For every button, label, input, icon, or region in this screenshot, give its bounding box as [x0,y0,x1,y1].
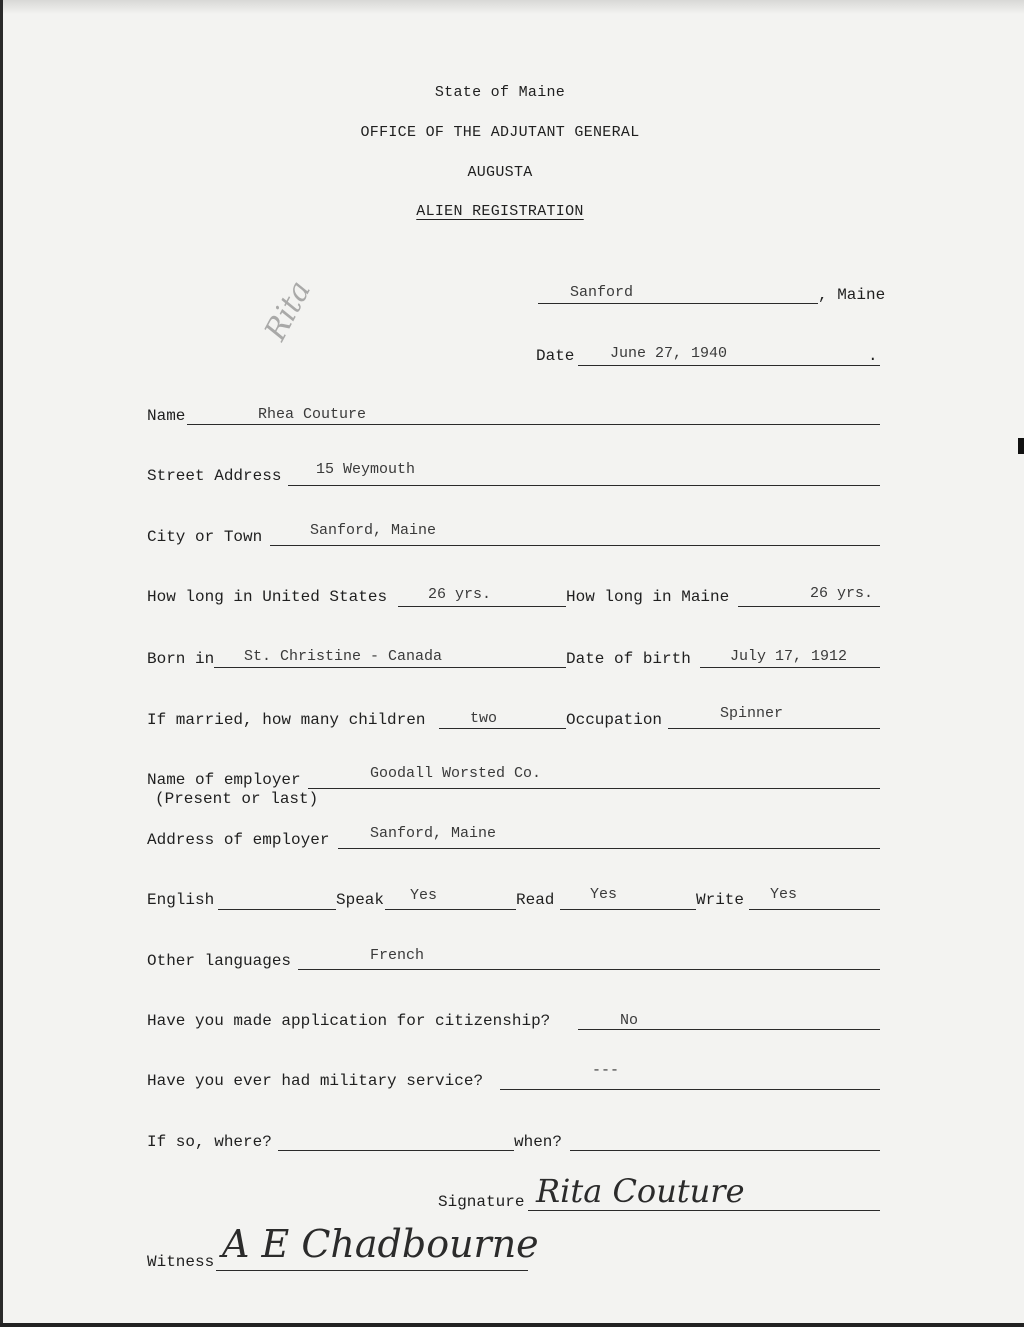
name-value: Rhea Couture [258,406,367,423]
date-value: June 27, 1940 [610,345,728,362]
children-label: If married, how many children [147,711,426,729]
children-value: two [470,710,498,727]
write-line [749,909,880,910]
town-line [538,303,818,304]
military-label: Have you ever had military service? [147,1072,484,1090]
witness-value: A E Chadbourne [222,1222,539,1266]
children-line [439,728,566,729]
employer-value: Goodall Worsted Co. [370,765,542,782]
city-value: Sanford, Maine [310,522,437,539]
citizenship-line [578,1029,880,1030]
name-label: Name [147,407,186,425]
where-line [278,1150,514,1151]
signature-value: Rita Couture [536,1172,745,1210]
street-line [288,485,880,486]
signature-label: Signature [438,1193,525,1211]
other-languages-value: French [370,947,425,964]
street-value: 15 Weymouth [316,461,416,478]
scan-edge-mark [1018,438,1024,454]
margin-note-rita: Rita [258,275,319,347]
employer-line [308,788,880,789]
other-languages-line [298,969,880,970]
signature-line [528,1210,880,1211]
state-suffix: , Maine [818,286,886,304]
read-label: Read [516,891,555,909]
speak-value: Yes [410,887,438,904]
employer-address-label: Address of employer [147,831,330,849]
employer-label: Name of employer [147,771,301,789]
city-label: City or Town [147,528,263,546]
occupation-label: Occupation [566,711,663,729]
speak-label: Speak [336,891,385,909]
us-residence-line [398,606,566,607]
dob-label: Date of birth [566,650,691,668]
other-languages-label: Other languages [147,952,292,970]
english-label: English [147,891,215,909]
town-value: Sanford [570,284,634,301]
occupation-line [668,728,880,729]
when-label: when? [514,1133,563,1151]
name-line [187,424,880,425]
header-city: AUGUSTA [467,164,533,181]
dob-value: July 17, 1912 [730,648,848,665]
read-line [560,909,696,910]
employer-sublabel: (Present or last) [155,790,319,808]
street-label: Street Address [147,467,282,485]
us-residence-value: 26 yrs. [428,586,492,603]
born-in-value: St. Christine - Canada [244,648,443,665]
employer-address-line [338,848,880,849]
where-label: If so, where? [147,1133,272,1151]
born-in-line [214,667,566,668]
maine-residence-value: 26 yrs. [810,585,874,602]
scan-top-edge [0,0,1024,14]
read-value: Yes [590,886,618,903]
when-line [570,1150,880,1151]
maine-residence-label: How long in Maine [566,588,730,606]
us-residence-label: How long in United States [147,588,388,606]
scan-bottom-edge [0,1323,1024,1327]
date-end: . [868,347,878,365]
witness-label: Witness [147,1253,215,1271]
header-office: OFFICE OF THE ADJUTANT GENERAL [360,124,640,141]
write-label: Write [696,891,745,909]
witness-line [216,1270,528,1271]
military-line [500,1089,880,1090]
maine-residence-line [738,606,880,607]
write-value: Yes [770,886,798,903]
speak-line [385,909,516,910]
dob-line [700,667,880,668]
header-state: State of Maine [434,84,566,101]
city-line [270,545,880,546]
occupation-value: Spinner [720,705,784,722]
born-in-label: Born in [147,650,215,668]
citizenship-value: No [620,1012,639,1029]
date-label: Date [536,347,575,365]
form-title: ALIEN REGISTRATION [416,203,584,220]
military-value: --- [592,1062,620,1079]
date-line [578,365,880,366]
english-line [218,909,336,910]
employer-address-value: Sanford, Maine [370,825,497,842]
citizenship-label: Have you made application for citizenship? [147,1012,551,1030]
scan-left-edge [0,0,3,1327]
